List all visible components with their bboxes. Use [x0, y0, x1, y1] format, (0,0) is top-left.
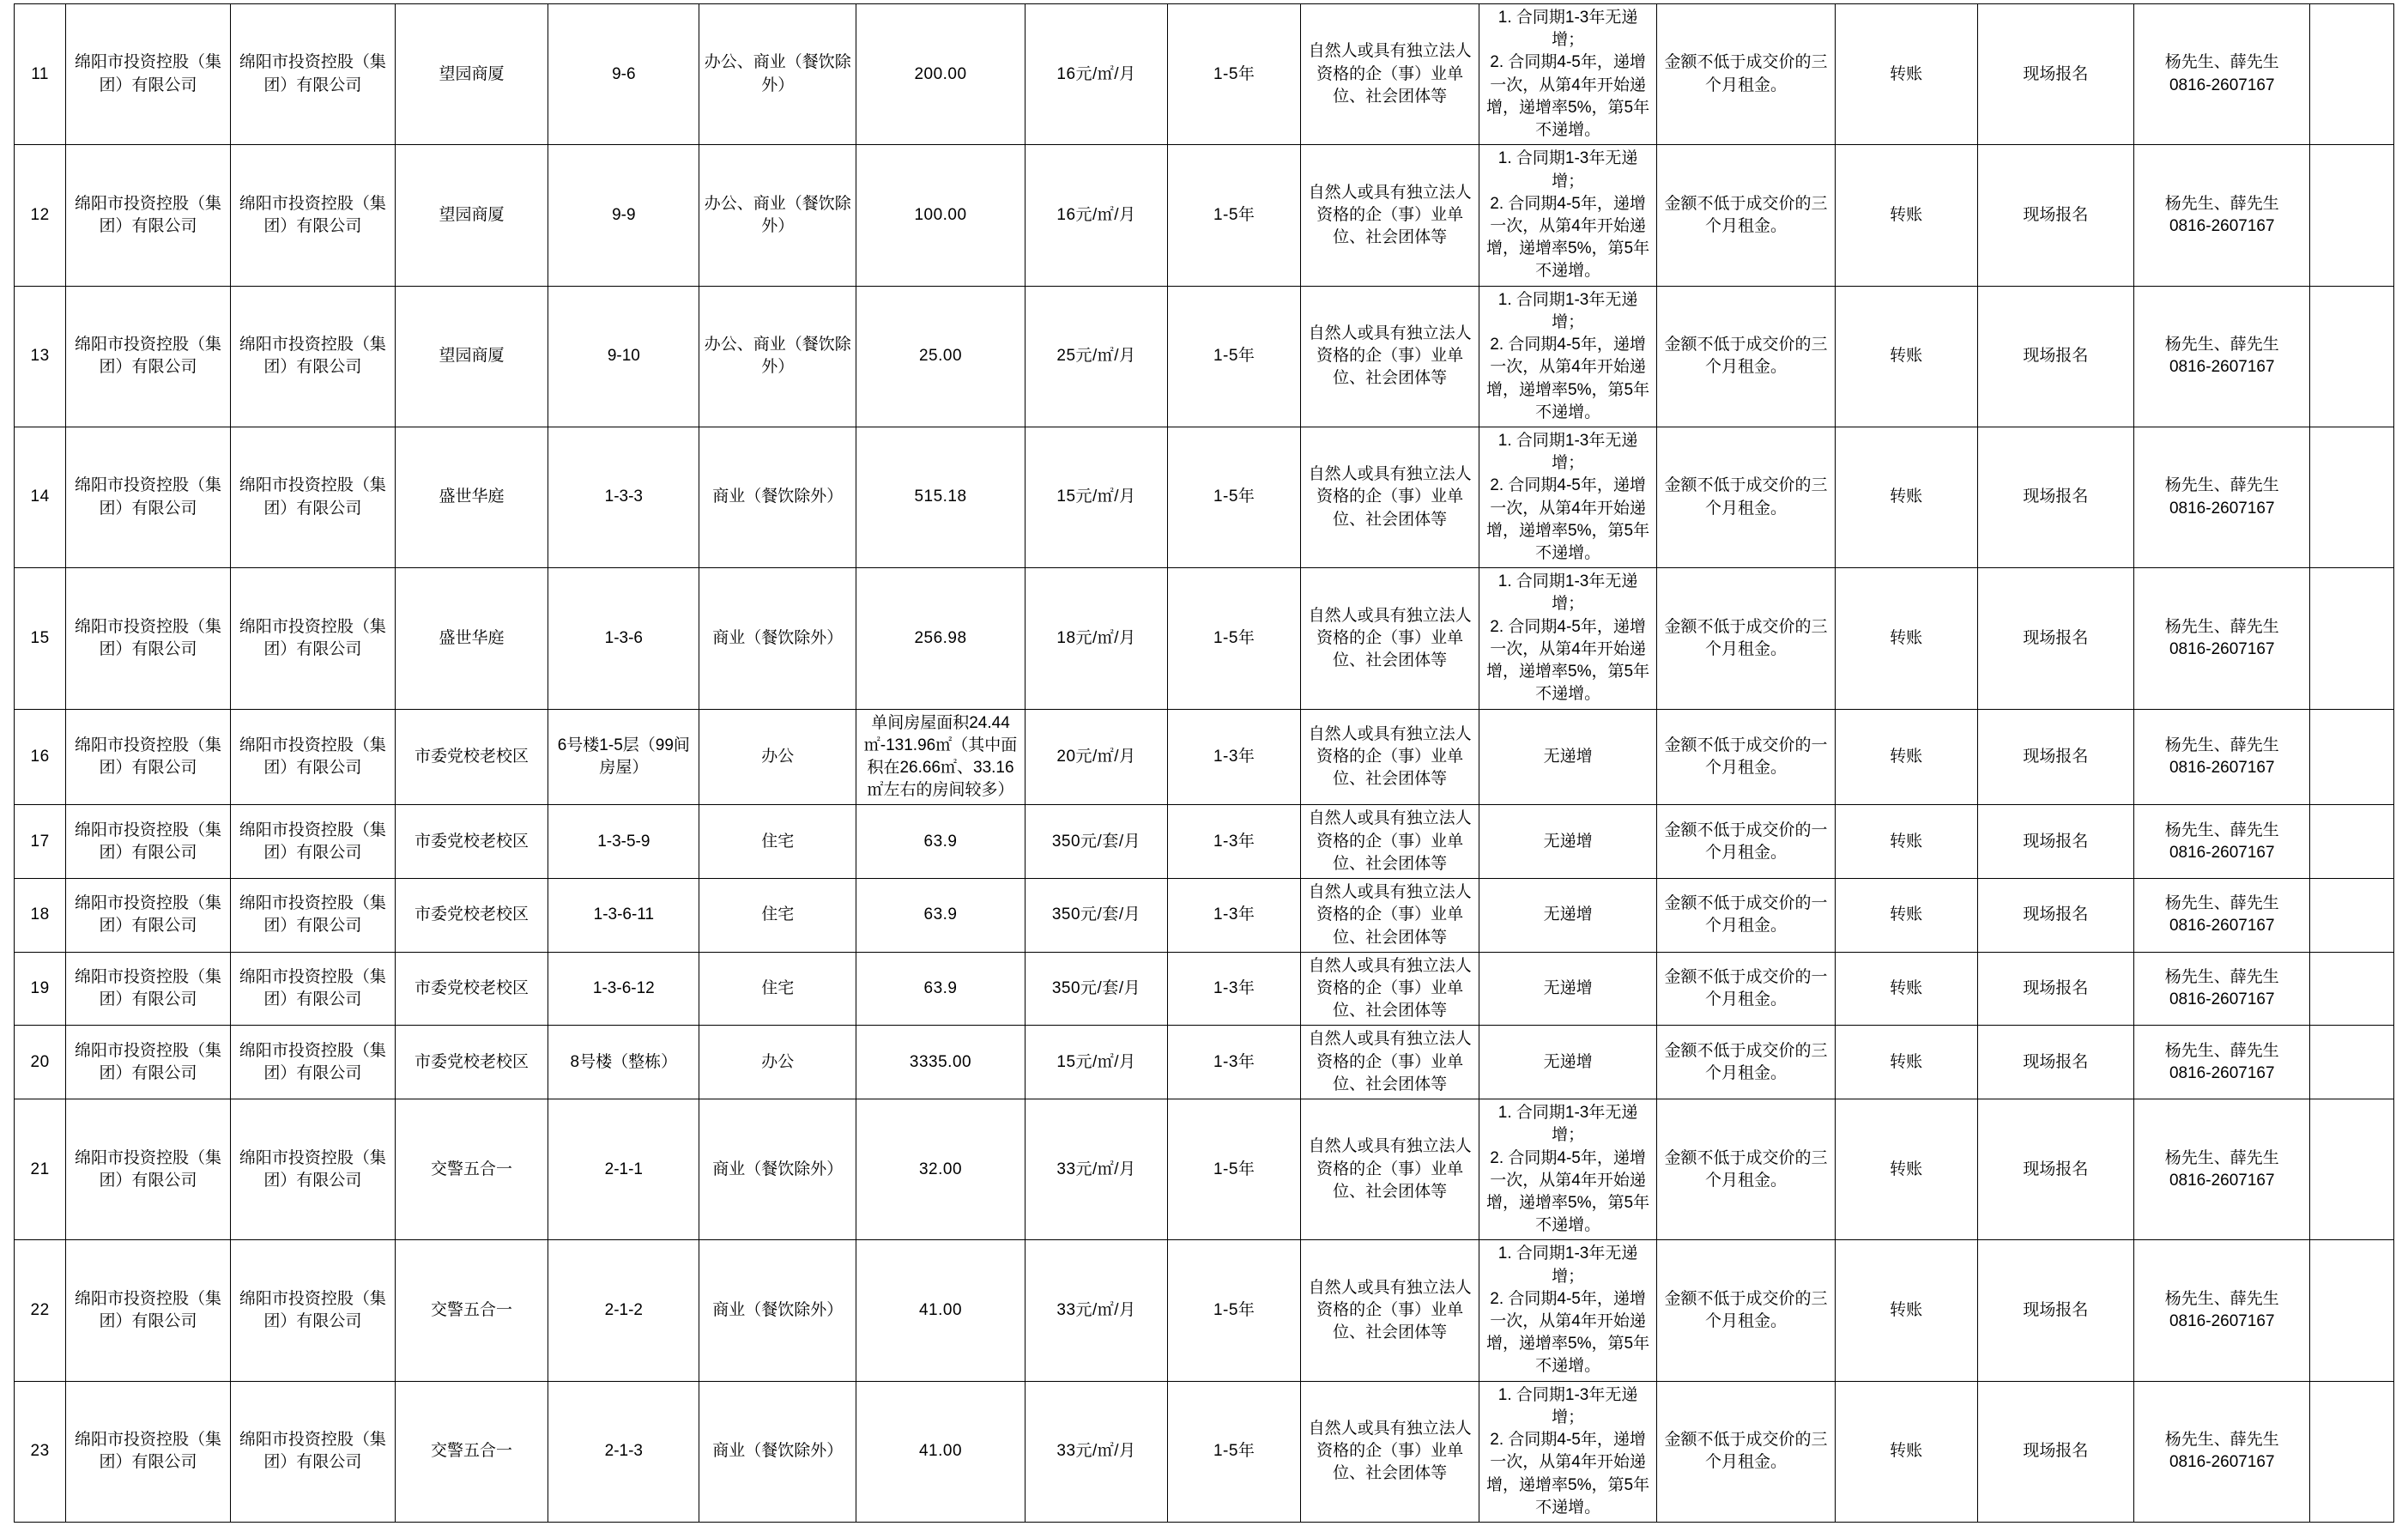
building-area: 63.9 [856, 879, 1025, 953]
performance-deposit: 金额不低于成交价的一个月租金。 [1657, 805, 1835, 879]
performance-deposit: 金额不低于成交价的三个月租金。 [1657, 1099, 1835, 1240]
lease-term: 1-5年 [1167, 1381, 1301, 1522]
usage-type: 住宅 [699, 805, 856, 879]
rent-increase-rule: 无递增 [1479, 952, 1656, 1026]
project-name: 市委党校老校区 [395, 952, 548, 1026]
row-index: 11 [15, 4, 66, 145]
project-name: 望园商厦 [395, 286, 548, 427]
room-number: 1-3-6 [548, 568, 699, 709]
lease-term: 1-5年 [1167, 286, 1301, 427]
table-row [15, 1026, 2394, 1099]
row-index: 13 [15, 286, 66, 427]
contact-info: 杨先生、薛先生 0816-2607167 [2134, 709, 2310, 805]
remark [2310, 1240, 2394, 1381]
building-area: 63.9 [856, 805, 1025, 879]
rent-increase-rule: 无递增 [1479, 1026, 1656, 1099]
building-area: 单间房屋面积24.44㎡-131.96㎡（其中面积在26.66㎡、33.16㎡左右的房间较多） [856, 709, 1025, 805]
row-index: 20 [15, 1026, 66, 1099]
rent-increase-rule: 1. 合同期1-3年无递增； 2. 合同期4-5年，递增一次，从第4年开始递增，递增率5%，第5年不递增。 [1479, 568, 1656, 709]
starting-rent: 25元/㎡/月 [1026, 286, 1168, 427]
tenant-requirement: 自然人或具有独立法人资格的企（事）业单位、社会团体等 [1301, 1026, 1479, 1099]
agent-unit: 绵阳市投资控股（集团）有限公司 [230, 879, 395, 953]
table-row [15, 286, 2394, 427]
table-row [15, 805, 2394, 879]
rent-increase-rule: 1. 合同期1-3年无递增； 2. 合同期4-5年，递增一次，从第4年开始递增，递增率5%，第5年不递增。 [1479, 1381, 1656, 1522]
rent-increase-rule: 1. 合同期1-3年无递增； 2. 合同期4-5年，递增一次，从第4年开始递增，递增率5%，第5年不递增。 [1479, 1240, 1656, 1381]
performance-deposit: 金额不低于成交价的三个月租金。 [1657, 4, 1835, 145]
table-row [15, 4, 2394, 145]
starting-rent: 18元/㎡/月 [1026, 568, 1168, 709]
performance-deposit: 金额不低于成交价的一个月租金。 [1657, 879, 1835, 953]
contact-info: 杨先生、薛先生 0816-2607167 [2134, 1099, 2310, 1240]
performance-deposit: 金额不低于成交价的三个月租金。 [1657, 286, 1835, 427]
owner-unit: 绵阳市投资控股（集团）有限公司 [66, 952, 231, 1026]
starting-rent: 16元/㎡/月 [1026, 4, 1168, 145]
remark [2310, 805, 2394, 879]
starting-rent: 33元/㎡/月 [1026, 1381, 1168, 1522]
project-name: 市委党校老校区 [395, 879, 548, 953]
starting-rent: 15元/㎡/月 [1026, 1026, 1168, 1099]
owner-unit: 绵阳市投资控股（集团）有限公司 [66, 4, 231, 145]
contact-info: 杨先生、薛先生 0816-2607167 [2134, 286, 2310, 427]
payment-method: 转账 [1835, 1026, 1977, 1099]
contact-info: 杨先生、薛先生 0816-2607167 [2134, 879, 2310, 953]
remark [2310, 879, 2394, 953]
contact-info: 杨先生、薛先生 0816-2607167 [2134, 1240, 2310, 1381]
signup-method: 现场报名 [1977, 4, 2134, 145]
room-number: 1-3-6-11 [548, 879, 699, 953]
table-row [15, 952, 2394, 1026]
tenant-requirement: 自然人或具有独立法人资格的企（事）业单位、社会团体等 [1301, 952, 1479, 1026]
rent-increase-rule: 1. 合同期1-3年无递增； 2. 合同期4-5年，递增一次，从第4年开始递增，递增率5%，第5年不递增。 [1479, 145, 1656, 286]
lease-term: 1-5年 [1167, 1099, 1301, 1240]
row-index: 18 [15, 879, 66, 953]
signup-method: 现场报名 [1977, 879, 2134, 953]
owner-unit: 绵阳市投资控股（集团）有限公司 [66, 1026, 231, 1099]
agent-unit: 绵阳市投资控股（集团）有限公司 [230, 4, 395, 145]
performance-deposit: 金额不低于成交价的一个月租金。 [1657, 709, 1835, 805]
project-name: 市委党校老校区 [395, 1026, 548, 1099]
contact-info: 杨先生、薛先生 0816-2607167 [2134, 4, 2310, 145]
payment-method: 转账 [1835, 952, 1977, 1026]
usage-type: 住宅 [699, 879, 856, 953]
signup-method: 现场报名 [1977, 709, 2134, 805]
agent-unit: 绵阳市投资控股（集团）有限公司 [230, 568, 395, 709]
agent-unit: 绵阳市投资控股（集团）有限公司 [230, 805, 395, 879]
project-name: 市委党校老校区 [395, 805, 548, 879]
starting-rent: 20元/㎡/月 [1026, 709, 1168, 805]
project-name: 交警五合一 [395, 1240, 548, 1381]
usage-type: 商业（餐饮除外） [699, 427, 856, 567]
usage-type: 办公 [699, 709, 856, 805]
table-row [15, 1099, 2394, 1240]
project-name: 盛世华庭 [395, 568, 548, 709]
room-number: 2-1-2 [548, 1240, 699, 1381]
usage-type: 商业（餐饮除外） [699, 1240, 856, 1381]
payment-method: 转账 [1835, 145, 1977, 286]
signup-method: 现场报名 [1977, 145, 2134, 286]
payment-method: 转账 [1835, 879, 1977, 953]
signup-method: 现场报名 [1977, 1026, 2134, 1099]
rent-increase-rule: 1. 合同期1-3年无递增； 2. 合同期4-5年，递增一次，从第4年开始递增，递增率5%，第5年不递增。 [1479, 4, 1656, 145]
remark [2310, 709, 2394, 805]
starting-rent: 16元/㎡/月 [1026, 145, 1168, 286]
building-area: 515.18 [856, 427, 1025, 567]
building-area: 3335.00 [856, 1026, 1025, 1099]
remark [2310, 1026, 2394, 1099]
usage-type: 办公、商业（餐饮除外） [699, 4, 856, 145]
signup-method: 现场报名 [1977, 1099, 2134, 1240]
payment-method: 转账 [1835, 805, 1977, 879]
project-name: 望园商厦 [395, 145, 548, 286]
building-area: 32.00 [856, 1099, 1025, 1240]
project-name: 市委党校老校区 [395, 709, 548, 805]
contact-info: 杨先生、薛先生 0816-2607167 [2134, 1026, 2310, 1099]
usage-type: 商业（餐饮除外） [699, 568, 856, 709]
payment-method: 转账 [1835, 427, 1977, 567]
owner-unit: 绵阳市投资控股（集团）有限公司 [66, 805, 231, 879]
starting-rent: 15元/㎡/月 [1026, 427, 1168, 567]
building-area: 63.9 [856, 952, 1025, 1026]
signup-method: 现场报名 [1977, 568, 2134, 709]
remark [2310, 286, 2394, 427]
tenant-requirement: 自然人或具有独立法人资格的企（事）业单位、社会团体等 [1301, 879, 1479, 953]
rent-increase-rule: 无递增 [1479, 879, 1656, 953]
row-index: 17 [15, 805, 66, 879]
usage-type: 办公 [699, 1026, 856, 1099]
row-index: 19 [15, 952, 66, 1026]
tenant-requirement: 自然人或具有独立法人资格的企（事）业单位、社会团体等 [1301, 1099, 1479, 1240]
performance-deposit: 金额不低于成交价的三个月租金。 [1657, 568, 1835, 709]
lease-term: 1-3年 [1167, 805, 1301, 879]
room-number: 1-3-5-9 [548, 805, 699, 879]
signup-method: 现场报名 [1977, 286, 2134, 427]
row-index: 15 [15, 568, 66, 709]
owner-unit: 绵阳市投资控股（集团）有限公司 [66, 286, 231, 427]
building-area: 200.00 [856, 4, 1025, 145]
lease-term: 1-5年 [1167, 427, 1301, 567]
tenant-requirement: 自然人或具有独立法人资格的企（事）业单位、社会团体等 [1301, 145, 1479, 286]
signup-method: 现场报名 [1977, 427, 2134, 567]
agent-unit: 绵阳市投资控股（集团）有限公司 [230, 1381, 395, 1522]
table-row [15, 1381, 2394, 1522]
starting-rent: 350元/套/月 [1026, 952, 1168, 1026]
signup-method: 现场报名 [1977, 805, 2134, 879]
usage-type: 办公、商业（餐饮除外） [699, 286, 856, 427]
performance-deposit: 金额不低于成交价的三个月租金。 [1657, 1026, 1835, 1099]
room-number: 8号楼（整栋） [548, 1026, 699, 1099]
tenant-requirement: 自然人或具有独立法人资格的企（事）业单位、社会团体等 [1301, 427, 1479, 567]
starting-rent: 33元/㎡/月 [1026, 1240, 1168, 1381]
room-number: 9-9 [548, 145, 699, 286]
rent-increase-rule: 无递增 [1479, 709, 1656, 805]
agent-unit: 绵阳市投资控股（集团）有限公司 [230, 427, 395, 567]
agent-unit: 绵阳市投资控股（集团）有限公司 [230, 1240, 395, 1381]
lease-term: 1-5年 [1167, 568, 1301, 709]
project-name: 望园商厦 [395, 4, 548, 145]
table-row [15, 879, 2394, 953]
tenant-requirement: 自然人或具有独立法人资格的企（事）业单位、社会团体等 [1301, 568, 1479, 709]
payment-method: 转账 [1835, 4, 1977, 145]
room-number: 2-1-3 [548, 1381, 699, 1522]
row-index: 23 [15, 1381, 66, 1522]
row-index: 22 [15, 1240, 66, 1381]
rent-increase-rule: 无递增 [1479, 805, 1656, 879]
contact-info: 杨先生、薛先生 0816-2607167 [2134, 805, 2310, 879]
agent-unit: 绵阳市投资控股（集团）有限公司 [230, 1026, 395, 1099]
performance-deposit: 金额不低于成交价的三个月租金。 [1657, 1240, 1835, 1381]
row-index: 21 [15, 1099, 66, 1240]
starting-rent: 33元/㎡/月 [1026, 1099, 1168, 1240]
remark [2310, 952, 2394, 1026]
room-number: 6号楼1-5层（99间房屋） [548, 709, 699, 805]
contact-info: 杨先生、薛先生 0816-2607167 [2134, 952, 2310, 1026]
row-index: 16 [15, 709, 66, 805]
remark [2310, 427, 2394, 567]
row-index: 14 [15, 427, 66, 567]
performance-deposit: 金额不低于成交价的一个月租金。 [1657, 952, 1835, 1026]
agent-unit: 绵阳市投资控股（集团）有限公司 [230, 145, 395, 286]
project-name: 盛世华庭 [395, 427, 548, 567]
owner-unit: 绵阳市投资控股（集团）有限公司 [66, 1099, 231, 1240]
table-row [15, 568, 2394, 709]
payment-method: 转账 [1835, 1099, 1977, 1240]
payment-method: 转账 [1835, 286, 1977, 427]
owner-unit: 绵阳市投资控股（集团）有限公司 [66, 1240, 231, 1381]
table-row [15, 145, 2394, 286]
tenant-requirement: 自然人或具有独立法人资格的企（事）业单位、社会团体等 [1301, 805, 1479, 879]
payment-method: 转账 [1835, 709, 1977, 805]
row-index: 12 [15, 145, 66, 286]
lease-term: 1-5年 [1167, 4, 1301, 145]
tenant-requirement: 自然人或具有独立法人资格的企（事）业单位、社会团体等 [1301, 1240, 1479, 1381]
contact-info: 杨先生、薛先生 0816-2607167 [2134, 145, 2310, 286]
usage-type: 办公、商业（餐饮除外） [699, 145, 856, 286]
table-row [15, 1240, 2394, 1381]
contact-info: 杨先生、薛先生 0816-2607167 [2134, 568, 2310, 709]
building-area: 41.00 [856, 1240, 1025, 1381]
performance-deposit: 金额不低于成交价的三个月租金。 [1657, 427, 1835, 567]
room-number: 1-3-6-12 [548, 952, 699, 1026]
room-number: 9-10 [548, 286, 699, 427]
remark [2310, 1099, 2394, 1240]
agent-unit: 绵阳市投资控股（集团）有限公司 [230, 709, 395, 805]
starting-rent: 350元/套/月 [1026, 805, 1168, 879]
owner-unit: 绵阳市投资控股（集团）有限公司 [66, 568, 231, 709]
room-number: 1-3-3 [548, 427, 699, 567]
agent-unit: 绵阳市投资控股（集团）有限公司 [230, 1099, 395, 1240]
remark [2310, 1381, 2394, 1522]
tenant-requirement: 自然人或具有独立法人资格的企（事）业单位、社会团体等 [1301, 1381, 1479, 1522]
room-number: 9-6 [548, 4, 699, 145]
lease-listing-table [14, 3, 2394, 1523]
building-area: 100.00 [856, 145, 1025, 286]
performance-deposit: 金额不低于成交价的三个月租金。 [1657, 145, 1835, 286]
building-area: 256.98 [856, 568, 1025, 709]
rent-increase-rule: 1. 合同期1-3年无递增； 2. 合同期4-5年，递增一次，从第4年开始递增，递增率5%，第5年不递增。 [1479, 286, 1656, 427]
performance-deposit: 金额不低于成交价的三个月租金。 [1657, 1381, 1835, 1522]
rent-increase-rule: 1. 合同期1-3年无递增； 2. 合同期4-5年，递增一次，从第4年开始递增，递增率5%，第5年不递增。 [1479, 427, 1656, 567]
lease-term: 1-3年 [1167, 1026, 1301, 1099]
usage-type: 住宅 [699, 952, 856, 1026]
table-row [15, 709, 2394, 805]
lease-term: 1-3年 [1167, 709, 1301, 805]
owner-unit: 绵阳市投资控股（集团）有限公司 [66, 709, 231, 805]
lease-term: 1-3年 [1167, 952, 1301, 1026]
remark [2310, 568, 2394, 709]
signup-method: 现场报名 [1977, 952, 2134, 1026]
usage-type: 商业（餐饮除外） [699, 1099, 856, 1240]
owner-unit: 绵阳市投资控股（集团）有限公司 [66, 1381, 231, 1522]
payment-method: 转账 [1835, 568, 1977, 709]
signup-method: 现场报名 [1977, 1381, 2134, 1522]
tenant-requirement: 自然人或具有独立法人资格的企（事）业单位、社会团体等 [1301, 4, 1479, 145]
room-number: 2-1-1 [548, 1099, 699, 1240]
lease-term: 1-5年 [1167, 1240, 1301, 1381]
remark [2310, 145, 2394, 286]
lease-term: 1-5年 [1167, 145, 1301, 286]
remark [2310, 4, 2394, 145]
payment-method: 转账 [1835, 1240, 1977, 1381]
tenant-requirement: 自然人或具有独立法人资格的企（事）业单位、社会团体等 [1301, 709, 1479, 805]
owner-unit: 绵阳市投资控股（集团）有限公司 [66, 145, 231, 286]
table-row [15, 427, 2394, 567]
contact-info: 杨先生、薛先生 0816-2607167 [2134, 1381, 2310, 1522]
project-name: 交警五合一 [395, 1381, 548, 1522]
agent-unit: 绵阳市投资控股（集团）有限公司 [230, 952, 395, 1026]
contact-info: 杨先生、薛先生 0816-2607167 [2134, 427, 2310, 567]
signup-method: 现场报名 [1977, 1240, 2134, 1381]
table-body [15, 4, 2394, 1523]
starting-rent: 350元/套/月 [1026, 879, 1168, 953]
lease-term: 1-3年 [1167, 879, 1301, 953]
owner-unit: 绵阳市投资控股（集团）有限公司 [66, 427, 231, 567]
owner-unit: 绵阳市投资控股（集团）有限公司 [66, 879, 231, 953]
building-area: 41.00 [856, 1381, 1025, 1522]
agent-unit: 绵阳市投资控股（集团）有限公司 [230, 286, 395, 427]
tenant-requirement: 自然人或具有独立法人资格的企（事）业单位、社会团体等 [1301, 286, 1479, 427]
payment-method: 转账 [1835, 1381, 1977, 1522]
rent-increase-rule: 1. 合同期1-3年无递增； 2. 合同期4-5年，递增一次，从第4年开始递增，递增率5%，第5年不递增。 [1479, 1099, 1656, 1240]
building-area: 25.00 [856, 286, 1025, 427]
usage-type: 商业（餐饮除外） [699, 1381, 856, 1522]
project-name: 交警五合一 [395, 1099, 548, 1240]
